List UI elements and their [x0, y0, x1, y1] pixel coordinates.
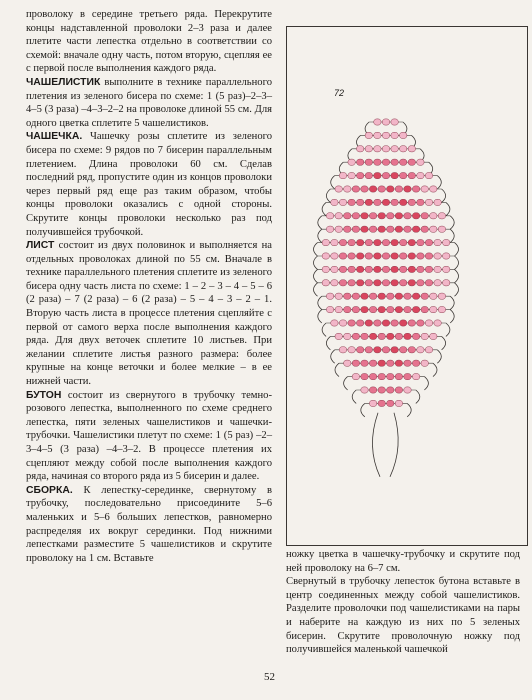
bead — [408, 253, 415, 259]
bead — [382, 280, 389, 286]
bead — [352, 333, 359, 339]
bead — [382, 240, 389, 246]
bead — [326, 293, 333, 299]
bead — [348, 280, 355, 286]
bead — [400, 240, 407, 246]
bead — [357, 253, 364, 259]
bead — [326, 226, 333, 232]
bead — [412, 374, 419, 380]
wire-loop — [344, 377, 348, 390]
bead — [395, 360, 402, 366]
bead — [387, 307, 394, 313]
bead — [357, 199, 364, 205]
bead — [443, 240, 450, 246]
bead — [425, 253, 432, 259]
figure-label: 72 — [334, 88, 345, 98]
bead — [369, 226, 376, 232]
wire-loop — [433, 363, 437, 376]
bead — [369, 293, 376, 299]
bead — [425, 199, 432, 205]
bead — [391, 159, 398, 165]
bead — [348, 253, 355, 259]
bead — [425, 173, 432, 179]
bead — [344, 226, 351, 232]
bead — [357, 240, 364, 246]
bead — [378, 333, 385, 339]
bead — [434, 240, 441, 246]
bead — [365, 146, 372, 152]
paragraph-chashechka: ЧАШЕЧКА. Чашечку розы сплетите из зеленого бисера по схеме: 9 рядов по 7 бисерин параллельным плетением. Длина проволоки 60 см. Сделав последний ряд, пропустите один из концов проволоки через первый ряд еще раз таким образом, чтобы концы проволоки оказались с одной стороны. Скрутите концы проволоки несколько раз под получившейся трубочкой. — [26, 131, 272, 238]
bead — [361, 293, 368, 299]
bead — [374, 199, 381, 205]
bead — [352, 374, 359, 380]
bead — [395, 387, 402, 393]
wire-loop — [314, 243, 318, 256]
bead — [361, 213, 368, 219]
bead — [344, 186, 351, 192]
bead — [382, 146, 389, 152]
bead — [382, 266, 389, 272]
bead — [369, 213, 376, 219]
bead — [331, 280, 338, 286]
wire-loop — [352, 390, 356, 403]
bead — [348, 320, 355, 326]
bead — [404, 374, 411, 380]
bead — [408, 280, 415, 286]
bead — [365, 132, 372, 138]
beading-scheme-figure — [286, 26, 528, 546]
bead — [335, 293, 342, 299]
bead — [391, 253, 398, 259]
heading-list: ЛИСТ — [26, 240, 55, 252]
bead — [404, 226, 411, 232]
bead — [387, 387, 394, 393]
wire-loop — [437, 176, 441, 189]
bead — [434, 199, 441, 205]
bead — [374, 253, 381, 259]
bead — [434, 320, 441, 326]
bead — [335, 307, 342, 313]
heading-buton: БУТОН — [26, 389, 62, 401]
wire-tail — [390, 413, 398, 477]
wire-loop — [314, 283, 318, 296]
bead — [443, 266, 450, 272]
bead — [395, 226, 402, 232]
bead — [395, 307, 402, 313]
bead — [352, 293, 359, 299]
bead — [374, 146, 381, 152]
bead — [352, 213, 359, 219]
bead — [357, 159, 364, 165]
bead — [400, 266, 407, 272]
bead — [344, 293, 351, 299]
bead — [417, 173, 424, 179]
bead — [430, 293, 437, 299]
bead — [417, 199, 424, 205]
bead — [339, 266, 346, 272]
bead — [361, 387, 368, 393]
bead — [369, 307, 376, 313]
bead — [391, 347, 398, 353]
bead — [374, 159, 381, 165]
wire-loop — [437, 350, 441, 363]
bead — [395, 400, 402, 406]
bead — [365, 253, 372, 259]
bead — [344, 333, 351, 339]
bead — [400, 199, 407, 205]
bead — [348, 159, 355, 165]
bead — [365, 266, 372, 272]
bead — [387, 186, 394, 192]
bead — [352, 360, 359, 366]
bead — [361, 333, 368, 339]
bead — [382, 132, 389, 138]
bead — [434, 253, 441, 259]
bead — [391, 173, 398, 179]
bead — [357, 173, 364, 179]
paragraph-1: проволоку в середине третьего ряда. Перекрутите концы надставленной проволоки 2–3 раза и далее плетите части лепестка отдельно в соответствии со схемой: вначале одну часть, потом вторую, сцепляя ее с первой после выполнения каждого ряда. — [26, 9, 272, 75]
bead — [408, 199, 415, 205]
bead — [404, 387, 411, 393]
bead — [408, 347, 415, 353]
heading-chashechka: ЧАШЕЧКА. — [26, 131, 83, 143]
bead — [400, 132, 407, 138]
bead — [348, 199, 355, 205]
wire-loop — [455, 256, 459, 269]
bead — [365, 280, 372, 286]
bead — [421, 186, 428, 192]
bead — [438, 307, 445, 313]
bead — [378, 293, 385, 299]
bead — [348, 240, 355, 246]
bead — [430, 307, 437, 313]
bead — [369, 333, 376, 339]
right-text-column — [286, 548, 520, 657]
bead — [395, 213, 402, 219]
wire-loop — [322, 202, 326, 215]
bead — [369, 186, 376, 192]
left-text-column — [26, 8, 272, 565]
bead — [421, 360, 428, 366]
bead — [400, 253, 407, 259]
bead — [357, 280, 364, 286]
bead — [404, 333, 411, 339]
bead — [374, 280, 381, 286]
bead — [387, 360, 394, 366]
paragraph-buton: БУТОН состоит из свернутого в трубочку темно-розового лепестка, выполненного по схеме среднего лепестка, пяти зеленых чашелистиков и чашечки-трубочки. Чашелистики плетут по схеме: 1 (5 раз) –2–3–4–5 (3 раза) –4–3–2. В процессе плетения их сцепляют между собой после выполнения каждого ряда, начиная со второго ряда из 5 бисерин и далее. — [26, 389, 272, 483]
bead — [339, 240, 346, 246]
bead — [412, 186, 419, 192]
bead — [408, 159, 415, 165]
bead — [421, 213, 428, 219]
bead — [378, 307, 385, 313]
bead — [348, 266, 355, 272]
bead — [425, 280, 432, 286]
bead — [417, 240, 424, 246]
wire-loop — [331, 176, 335, 189]
bead — [391, 132, 398, 138]
bead — [382, 253, 389, 259]
bead — [365, 320, 372, 326]
bead — [408, 146, 415, 152]
bead — [335, 226, 342, 232]
bead — [425, 240, 432, 246]
paragraph-sborka: СБОРКА. К лепестку-серединке, свернутому в трубочку, последовательно присоедините 5–6 маленьких и 5–6 больших лепестков, равномерно распределяя их вокруг серединки. Под нижними лепестками разместите 5 чашелистиков и скрутите проволоку на 1 см. Вставьте — [26, 484, 272, 564]
bead — [387, 226, 394, 232]
wire-loop — [318, 216, 322, 229]
bead — [395, 333, 402, 339]
bead — [361, 374, 368, 380]
bead — [404, 293, 411, 299]
bead — [361, 186, 368, 192]
wire-loop — [322, 323, 326, 336]
wire-loop — [455, 243, 459, 256]
bead — [374, 320, 381, 326]
bead — [382, 159, 389, 165]
wire-loop — [331, 350, 335, 363]
wire-loop — [446, 323, 450, 336]
bead — [421, 226, 428, 232]
bead — [400, 280, 407, 286]
bead — [434, 280, 441, 286]
bead — [339, 173, 346, 179]
bead — [395, 186, 402, 192]
wire-loop — [442, 189, 446, 202]
bead — [331, 199, 338, 205]
bead — [369, 374, 376, 380]
bead — [331, 320, 338, 326]
bead — [374, 132, 381, 138]
bead — [378, 360, 385, 366]
bead — [404, 307, 411, 313]
bead — [378, 213, 385, 219]
bead — [412, 293, 419, 299]
bead — [378, 387, 385, 393]
bead — [421, 333, 428, 339]
bead — [369, 387, 376, 393]
bead — [365, 199, 372, 205]
bead — [344, 213, 351, 219]
bead — [331, 253, 338, 259]
bead — [404, 186, 411, 192]
bead — [378, 226, 385, 232]
bead — [322, 253, 329, 259]
bead — [335, 213, 342, 219]
wire-loop — [326, 336, 330, 349]
bead — [408, 173, 415, 179]
wire-loop — [450, 310, 454, 323]
wire-loop — [314, 269, 318, 282]
bead — [395, 293, 402, 299]
heading-chashelistik: ЧАШЕЛИСТИК — [26, 76, 101, 88]
bead — [387, 400, 394, 406]
wire-loop — [318, 296, 322, 309]
bead — [365, 347, 372, 353]
bead — [382, 347, 389, 353]
bead — [365, 173, 372, 179]
bead — [417, 347, 424, 353]
bead — [361, 307, 368, 313]
wire-loop — [335, 363, 339, 376]
right-paragraph-1: ножку цветка в чашечку-трубочку и скрутите под ней проволоку на 6–7 см. — [286, 549, 520, 574]
bead — [438, 293, 445, 299]
wire-loop — [450, 296, 454, 309]
bead — [361, 226, 368, 232]
bead — [348, 347, 355, 353]
bead — [391, 280, 398, 286]
bead — [400, 159, 407, 165]
wire-loop — [314, 256, 318, 269]
paragraph-list: ЛИСТ состоит из двух половинок и выполняется на отдельных проволоках длиной по 55 см. Вначале в технике параллельного плетения сплетите из зеленого бисера одну часть листа по схеме: 1 – 2 – 3 – 4 – 5 – 6 (2 раза) – 7 (2 раза) – 6 (2 раза) – 5 – 4 – 3 – 2 – 1. Вторую часть листа в процессе плетения сцепляйте с первой от самого верха после выполнения каждого ряда. Для двух веточек сплетите 10 листьев. При желании сплетите листья разного размера: более крупные на конце веточки и более мелкие – в ее нижней части. — [26, 240, 272, 388]
bead — [395, 374, 402, 380]
bead — [374, 266, 381, 272]
bead — [365, 159, 372, 165]
bead — [417, 159, 424, 165]
bead — [391, 146, 398, 152]
bead — [374, 119, 381, 125]
bead — [425, 266, 432, 272]
bead — [434, 266, 441, 272]
bead — [352, 307, 359, 313]
bead — [438, 226, 445, 232]
bead — [382, 119, 389, 125]
bead — [443, 280, 450, 286]
wire-loop — [442, 336, 446, 349]
wire-loop — [318, 310, 322, 323]
wire-tail — [372, 413, 380, 477]
bead — [352, 226, 359, 232]
bead — [365, 240, 372, 246]
bead — [374, 347, 381, 353]
bead — [391, 320, 398, 326]
wire-loop — [424, 377, 428, 390]
bead — [412, 307, 419, 313]
bead — [387, 374, 394, 380]
bead — [412, 226, 419, 232]
bead — [412, 333, 419, 339]
bead — [378, 374, 385, 380]
bead — [339, 347, 346, 353]
wire-loop — [450, 216, 454, 229]
bead — [361, 360, 368, 366]
bead — [344, 307, 351, 313]
bead — [391, 240, 398, 246]
paragraph-chashelistik: ЧАШЕЛИСТИК выполните в технике параллельного плетения из зеленого бисера по схеме: 1 (5 раз)–2–3–4–5 (3 раза) –4–3–2–2 на проволоке длиной 55 см. Для одного цветка сплетите 5 чашелистиков. — [26, 76, 272, 129]
right-paragraph-2: Свернутый в трубочку лепесток бутона вставьте в центр соединенных между собой чашелистиков. Разделите проволочки под чашелистиками на пары и наберите на каждую из них по 5 зеленых бисерин. Скрутите проволочную ножку под получившейся маленькой чашечкой — [286, 576, 520, 656]
bead — [326, 307, 333, 313]
bead — [408, 240, 415, 246]
bead — [408, 320, 415, 326]
bead — [378, 400, 385, 406]
wire-loop — [450, 229, 454, 242]
bead — [382, 320, 389, 326]
bead — [417, 266, 424, 272]
heading-sborka: СБОРКА. — [26, 484, 73, 496]
wire-loop — [455, 283, 459, 296]
bead — [352, 186, 359, 192]
bead — [348, 173, 355, 179]
bead — [387, 213, 394, 219]
bead — [369, 360, 376, 366]
bead — [438, 213, 445, 219]
bead — [443, 253, 450, 259]
bead — [425, 347, 432, 353]
bead — [417, 253, 424, 259]
bead — [357, 266, 364, 272]
bead — [412, 213, 419, 219]
bead — [387, 333, 394, 339]
bead — [326, 213, 333, 219]
bead — [331, 240, 338, 246]
bead — [391, 119, 398, 125]
bead — [421, 307, 428, 313]
bead — [430, 333, 437, 339]
wire-loop — [455, 269, 459, 282]
bead — [417, 280, 424, 286]
bead — [378, 186, 385, 192]
bead — [421, 293, 428, 299]
bead — [400, 146, 407, 152]
bead — [400, 173, 407, 179]
wire-loop — [407, 403, 411, 416]
bead — [322, 240, 329, 246]
bead — [339, 280, 346, 286]
bead — [374, 240, 381, 246]
bead — [357, 347, 364, 353]
bead — [357, 146, 364, 152]
bead — [404, 360, 411, 366]
bead — [400, 320, 407, 326]
bead — [430, 186, 437, 192]
bead — [335, 333, 342, 339]
bead — [391, 266, 398, 272]
bead — [430, 226, 437, 232]
bead — [339, 320, 346, 326]
bead — [357, 320, 364, 326]
bead — [339, 199, 346, 205]
bead — [369, 400, 376, 406]
bead — [382, 199, 389, 205]
bead — [417, 320, 424, 326]
bead — [322, 280, 329, 286]
bead — [404, 213, 411, 219]
bead — [408, 266, 415, 272]
bead — [400, 347, 407, 353]
bead — [412, 360, 419, 366]
bead — [430, 213, 437, 219]
wire-loop — [446, 202, 450, 215]
page-number: 52 — [264, 671, 275, 683]
wire-loop — [326, 189, 330, 202]
bead — [344, 360, 351, 366]
wire-loop — [361, 403, 365, 416]
bead — [425, 320, 432, 326]
bead — [331, 266, 338, 272]
bead — [382, 173, 389, 179]
wire-loop — [416, 390, 420, 403]
bead — [387, 293, 394, 299]
bead — [322, 266, 329, 272]
wire-loop — [318, 229, 322, 242]
bead — [335, 186, 342, 192]
bead — [339, 253, 346, 259]
bead — [391, 199, 398, 205]
bead — [374, 173, 381, 179]
